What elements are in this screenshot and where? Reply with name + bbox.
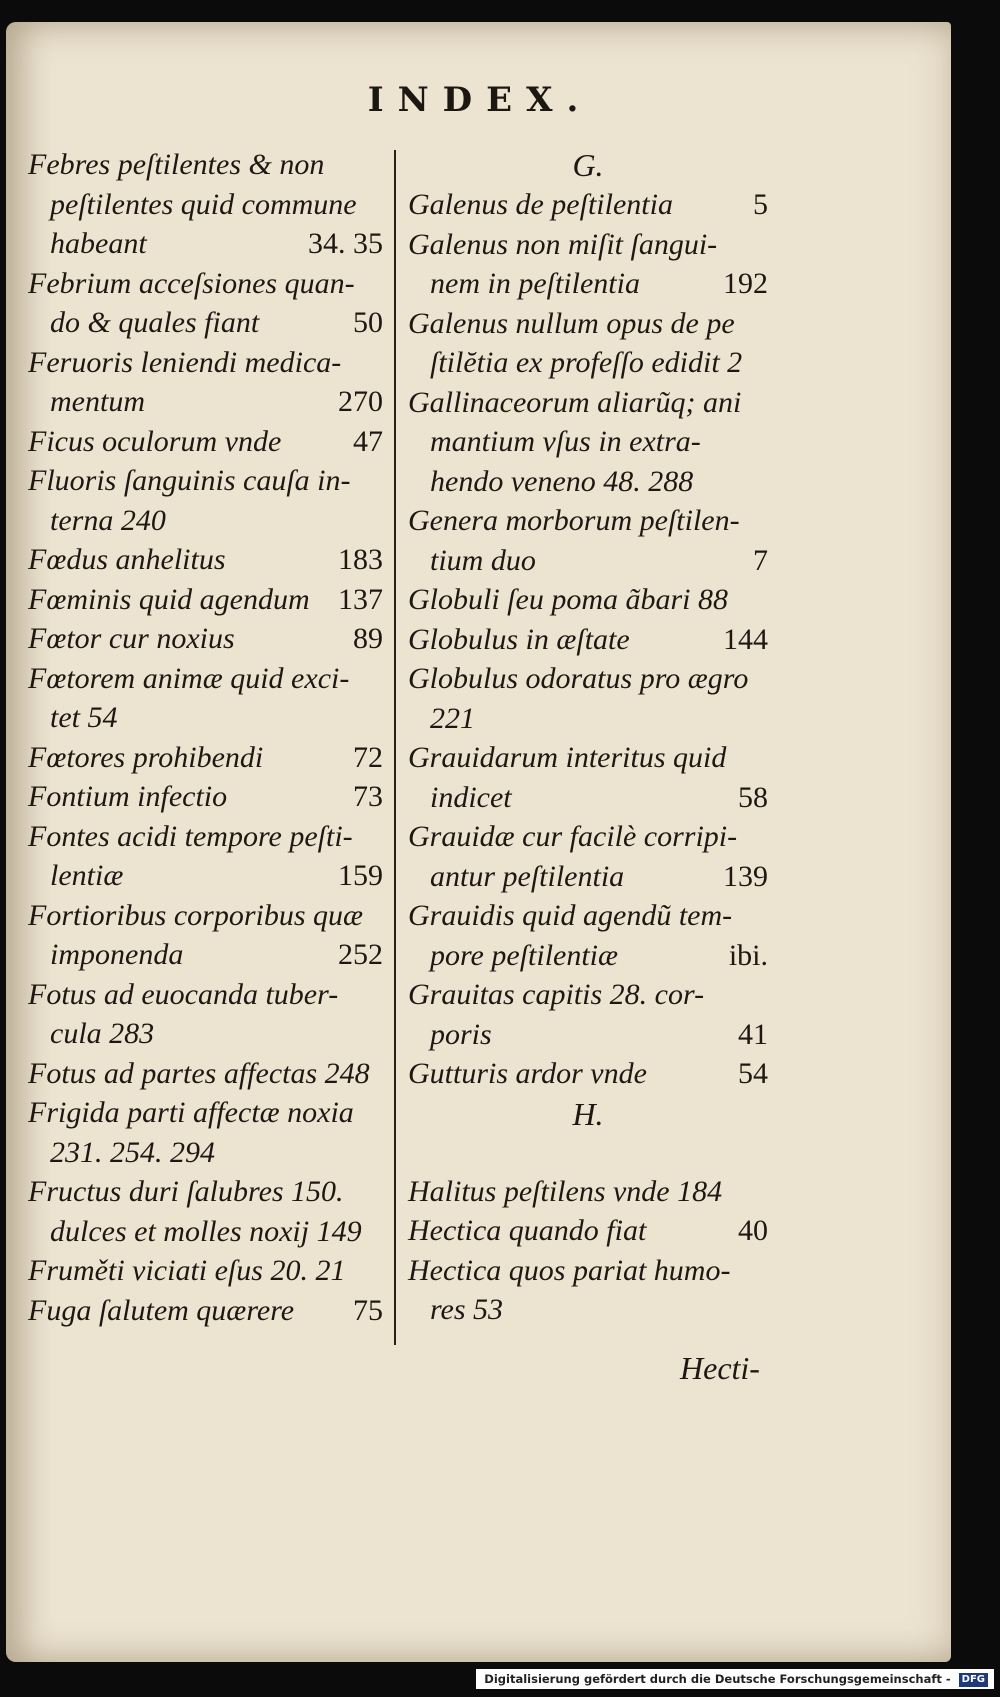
entry-text: 221 — [430, 701, 475, 735]
index-entry — [28, 1054, 383, 1094]
page-reference: 183 — [338, 543, 383, 576]
entry-text: cula 283 — [50, 1017, 155, 1050]
entry-text: Gutturis ardor vnde — [408, 1057, 647, 1090]
entry-text: habeant — [50, 227, 147, 260]
entry-text: Globulus odoratus pro ægro — [408, 662, 749, 695]
index-entry — [408, 225, 768, 304]
entry-text: Genera morborum peſtilen- — [408, 504, 740, 537]
index-entry — [28, 580, 383, 620]
page-reference: 47 — [353, 424, 383, 458]
page-reference: 40 — [738, 1214, 768, 1247]
entry-text: Galenus de peſtilentia — [408, 188, 673, 221]
entry-text: imponenda — [50, 938, 184, 971]
entry-text: 231. 254. 294 — [50, 1135, 215, 1169]
entry-text: poris — [430, 1017, 492, 1051]
index-entry — [28, 619, 383, 659]
section-letter: H. — [572, 1095, 604, 1132]
page-reference: 41 — [738, 1017, 768, 1051]
entry-text: indicet — [430, 780, 512, 814]
entry-text: Fotus ad partes affectas 248 — [28, 1056, 370, 1090]
entry-text: Grauidis quid agendũ tem- — [408, 899, 733, 932]
index-entry — [28, 975, 383, 1054]
index-entry — [408, 1172, 768, 1212]
entry-text: tium duo — [430, 543, 536, 577]
index-entry — [408, 620, 768, 660]
page-reference: 252 — [338, 938, 383, 971]
page-reference: 72 — [353, 740, 383, 774]
entry-text: Fœtor cur noxius — [28, 622, 235, 655]
index-entry — [408, 1251, 768, 1330]
entry-text: mantium vſus in extra- — [430, 425, 701, 458]
index-entry — [28, 461, 383, 540]
index-entry — [408, 580, 768, 620]
entry-text: Gallinaceorum aliarũq; ani — [408, 385, 742, 419]
index-entry — [408, 896, 768, 975]
entry-text: dulces et molles noxij 149 — [50, 1214, 362, 1248]
entry-text: Fœtores prohibendi — [28, 740, 264, 774]
entry-text: Grauitas capitis 28. cor- — [408, 978, 705, 1011]
index-entry — [28, 264, 383, 343]
index-entry — [408, 383, 768, 502]
entry-text: Grauidarum interitus quid — [408, 741, 727, 774]
page-reference: 5 — [753, 188, 768, 221]
entry-text: peſtilentes quid commune — [50, 187, 357, 221]
entry-text: Fuga ſalutem quærere — [28, 1293, 295, 1327]
page-reference: 50 — [353, 306, 383, 339]
index-entry — [28, 1093, 383, 1172]
entry-text: nem in peſtilentia — [430, 267, 640, 300]
entry-text: mentum — [50, 385, 145, 418]
entry-text: tet 54 — [50, 701, 118, 734]
index-entry — [408, 738, 768, 817]
index-entry — [408, 185, 768, 225]
entry-text: Galenus non miſit ſangui- — [408, 227, 718, 261]
entry-text: Fortioribus corporibus quæ — [28, 898, 364, 932]
index-entry — [408, 975, 768, 1054]
page-reference: 34. 35 — [308, 227, 383, 260]
catchword: Hecti- — [680, 1350, 760, 1386]
index-entry — [28, 1291, 383, 1331]
page-reference: 54 — [738, 1057, 768, 1090]
entry-text: Halitus peſtilens vnde 184 — [408, 1174, 723, 1208]
digitization-footer — [476, 1669, 994, 1689]
entry-text: Frigida parti affectæ noxia — [28, 1096, 354, 1129]
footer-text: Digitalisierung gefördert durch die Deutsche Forschungsgemeinschaft - — [484, 1672, 951, 1686]
entry-text: Feruoris leniendi medica- — [28, 345, 342, 379]
page-header: INDEX. — [367, 80, 593, 120]
entry-text: Fontium infectio — [28, 780, 228, 813]
index-entry — [28, 896, 383, 975]
entry-text: Fontes acidi tempore peſti- — [28, 819, 353, 853]
page-reference: 144 — [723, 622, 768, 656]
index-entry — [408, 1211, 768, 1251]
entry-text: Ficus oculorum vnde — [28, 424, 282, 458]
page-reference: 139 — [723, 859, 768, 893]
page-reference: 89 — [353, 622, 383, 655]
entry-text: Globulus in æſtate — [408, 622, 630, 656]
entry-text: Fœtorem animæ quid exci- — [28, 661, 350, 695]
entry-text: Fructus duri ſalubres 150. — [28, 1175, 344, 1208]
index-entry — [28, 659, 383, 738]
page-reference: 192 — [723, 267, 768, 300]
entry-text: pore peſtilentiæ — [430, 938, 619, 972]
index-entry — [408, 659, 768, 738]
section-letter: G. — [572, 147, 604, 183]
page-reference: 7 — [753, 543, 768, 577]
page-reference: 137 — [338, 582, 383, 616]
entry-text: Grauidæ cur facilè corripi- — [408, 820, 738, 853]
index-entry — [28, 540, 383, 580]
entry-text: Hectica quando fiat — [408, 1214, 647, 1247]
entry-text: Globuli ſeu poma ãbari 88 — [408, 583, 728, 616]
entry-text: terna 240 — [50, 503, 166, 537]
page-reference: 270 — [338, 385, 383, 418]
entry-text: hendo veneno 48. 288 — [430, 464, 694, 498]
entry-text: Febrium acceſsiones quan- — [28, 266, 355, 300]
page-reference: 75 — [353, 1293, 383, 1327]
entry-text: lentiæ — [50, 859, 124, 892]
entry-text: Fotus ad euocanda tuber- — [28, 977, 339, 1011]
entry-text: ſtilĕtia ex profeſſo edidit 2 — [430, 346, 743, 379]
entry-text: Fœdus anhelitus — [28, 543, 226, 576]
index-entry — [28, 145, 383, 264]
index-entry — [28, 343, 383, 422]
index-entry — [28, 817, 383, 896]
page-reference: ibi. — [728, 938, 768, 972]
page-reference: 159 — [338, 859, 383, 892]
entry-text: antur peſtilentia — [430, 859, 625, 893]
index-column-right — [408, 145, 768, 1330]
index-entry — [408, 304, 768, 383]
entry-text: res 53 — [430, 1293, 504, 1326]
index-entry — [28, 777, 383, 817]
index-entry — [28, 738, 383, 778]
entry-text: Galenus nullum opus de pe — [408, 306, 735, 340]
entry-text: Fluoris ſanguinis cauſa in- — [28, 464, 351, 497]
index-entry — [28, 1251, 383, 1291]
index-entry — [408, 1054, 768, 1094]
dfg-logo: DFG — [959, 1673, 988, 1687]
index-entry — [28, 422, 383, 462]
column-divider — [394, 150, 396, 1345]
entry-text: Febres peſtilentes & non — [28, 148, 325, 181]
index-entry — [28, 1172, 383, 1251]
page-reference: 58 — [738, 780, 768, 814]
index-column-left — [28, 145, 383, 1330]
entry-text: Fœminis quid agendum — [28, 582, 310, 616]
page-reference: 73 — [353, 780, 383, 813]
entry-text: do & quales fiant — [50, 306, 260, 339]
index-entry — [408, 817, 768, 896]
entry-text: Hectica quos pariat humo- — [408, 1253, 731, 1287]
entry-text: Fruměti viciati eſus 20. 21 — [28, 1254, 346, 1287]
index-entry — [408, 501, 768, 580]
